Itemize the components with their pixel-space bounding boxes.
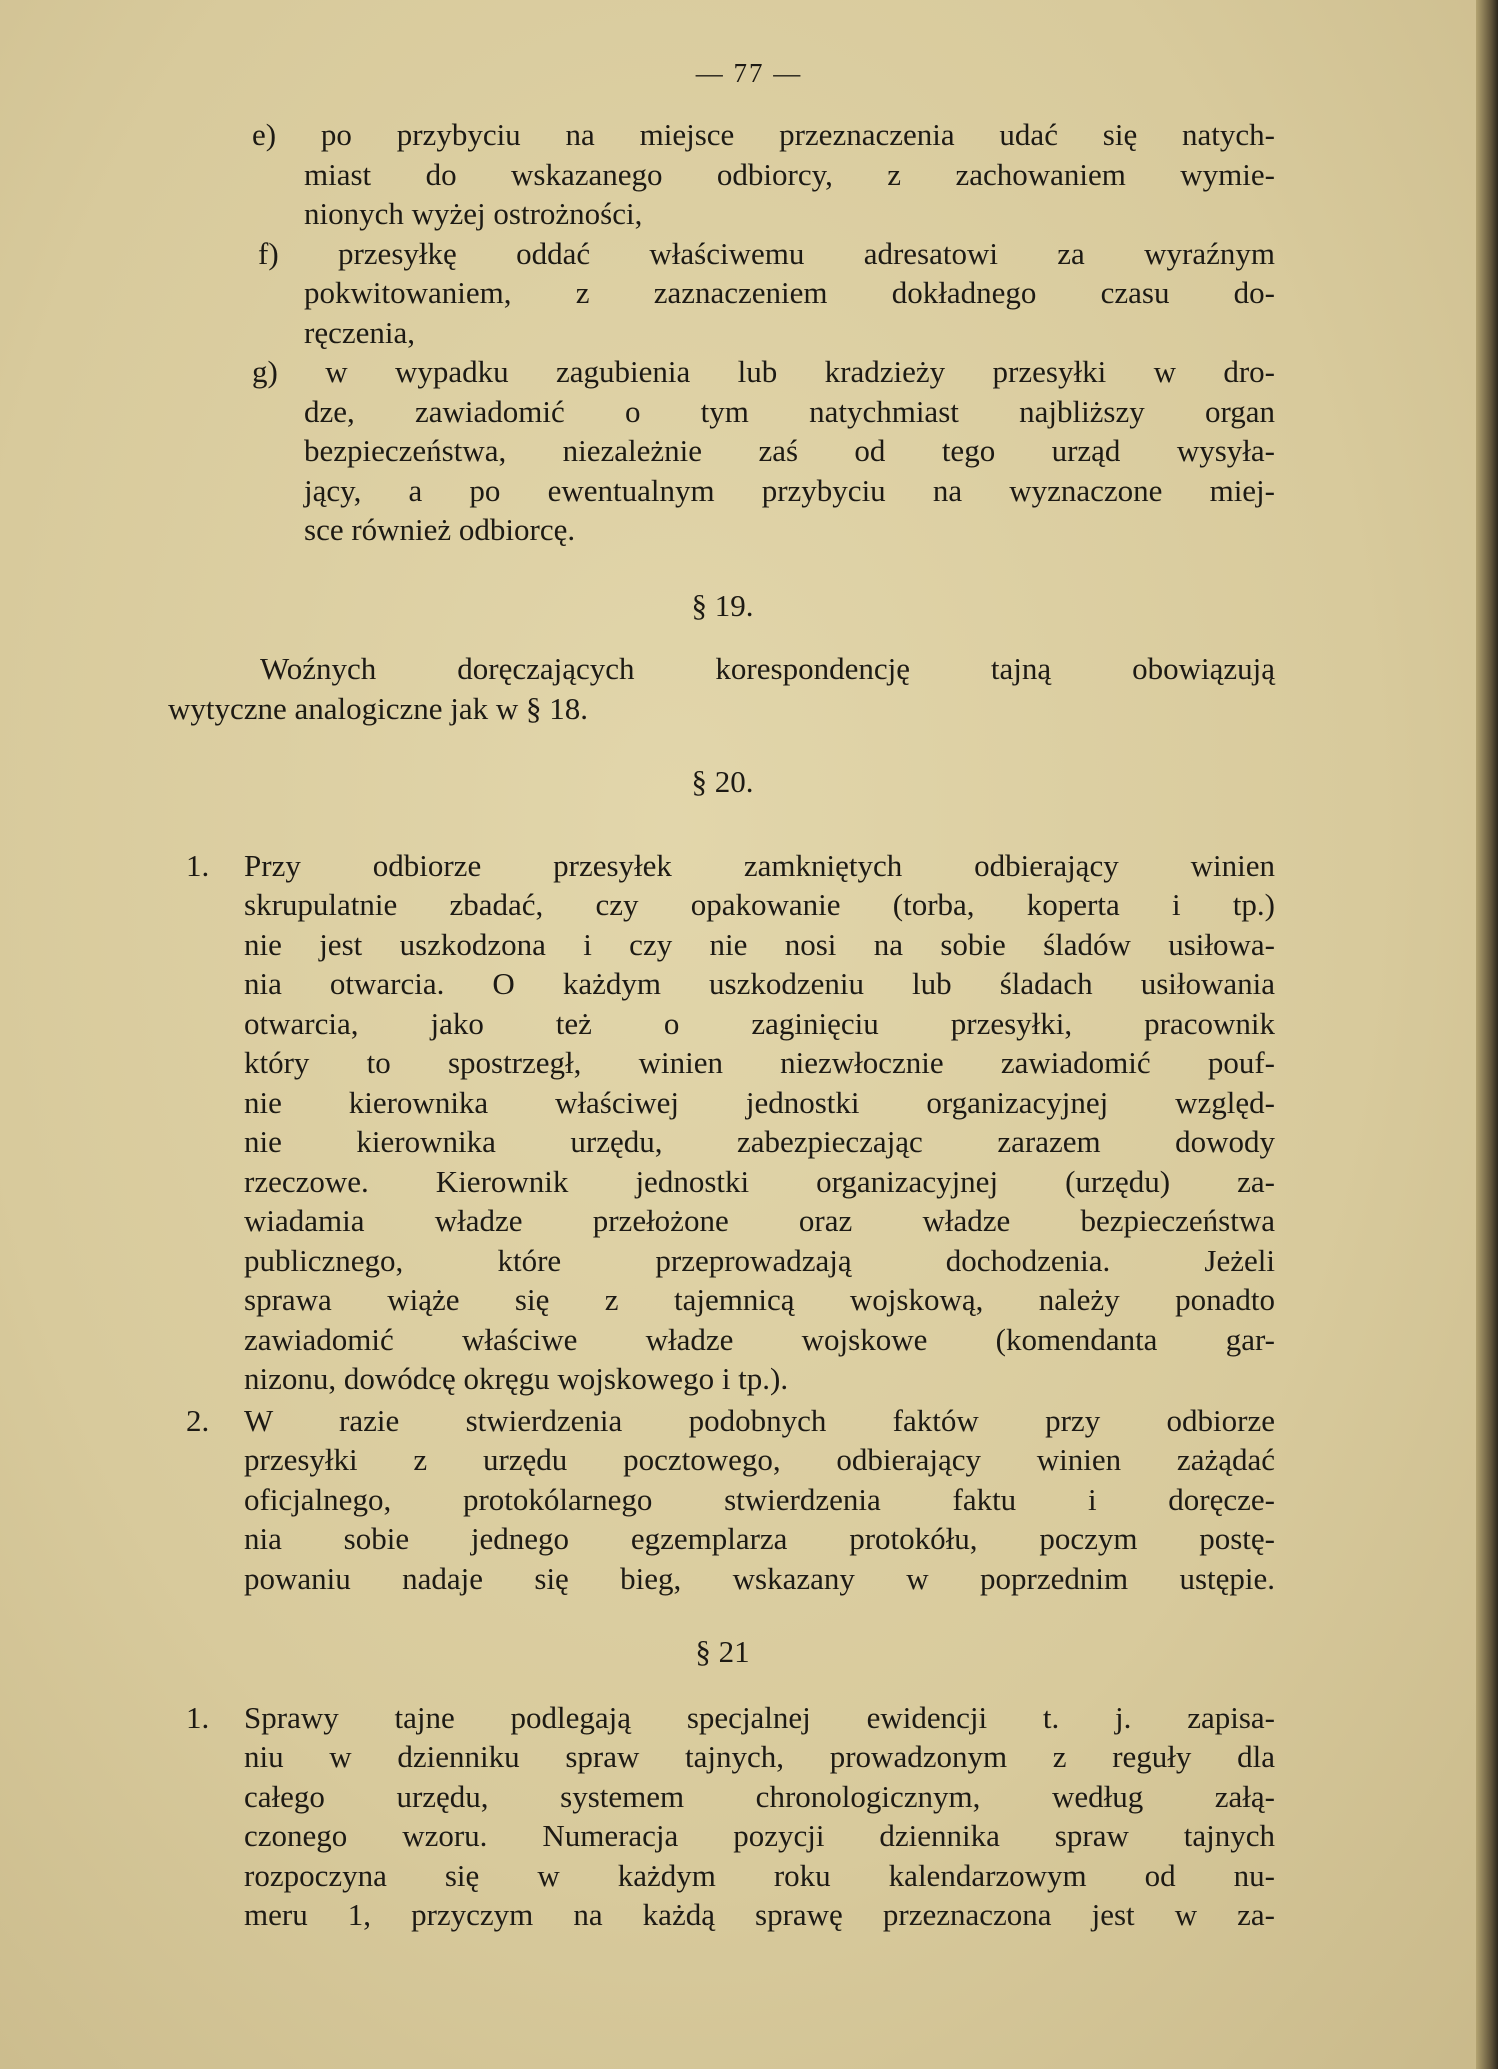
text-line: Sprawy tajne podlegają specjalnej ewidencji t. j. zapisa- xyxy=(244,1699,1275,1735)
section-heading-19: § 19. xyxy=(691,587,754,623)
text-line: jący, a po ewentualnym przybyciu na wyznaczone miej- xyxy=(304,472,1275,508)
text-line: nie kierownika właściwej jednostki organizacyjnej względ- xyxy=(244,1084,1275,1120)
page-body xyxy=(170,115,1275,1935)
text-line: oficjalnego, protokólarnego stwierdzenia faktu i doręcze- xyxy=(244,1481,1275,1517)
text-line: czonego wzoru. Numeracja pozycji dziennika spraw tajnych xyxy=(244,1818,1275,1853)
text-line: dze, zawiadomić o tym natychmiast najbliższy organ xyxy=(304,393,1275,429)
text-line: wiadamia władze przełożone oraz władze bezpieczeństwa xyxy=(244,1203,1275,1238)
text-line: nizonu, dowódcę okręgu wojskowego i tp.). xyxy=(244,1361,789,1396)
text-line: całego urzędu, systemem chronologicznym, według załą- xyxy=(244,1778,1275,1814)
page-edge-shadow xyxy=(1476,0,1498,2069)
text-line: nia otwarcia. O każdym uszkodzeniu lub śladach usiłowania xyxy=(244,966,1275,1001)
section-heading-20: § 20. xyxy=(691,764,754,799)
text-line: publicznego, które przeprowadzają dochodzenia. Jeżeli xyxy=(244,1242,1275,1278)
numbered-item-21-1 xyxy=(170,1698,1275,1935)
text-line: nionych wyżej ostrożności, xyxy=(304,196,643,231)
text-line: Woźnych doręczających korespondencję tajną obowiązują xyxy=(260,651,1275,686)
text-line: meru 1, przyczym na każdą sprawę przeznaczona jest w za- xyxy=(244,1897,1275,1932)
text-line: zawiadomić właściwe władze wojskowe (komendanta gar- xyxy=(244,1321,1275,1357)
text-line: f) przesyłkę oddać właściwemu adresatowi za wyraźnym xyxy=(258,235,1275,271)
text-line: skrupulatnie zbadać, czy opakowanie (torba, koperta i tp.) xyxy=(244,887,1275,922)
list-item-f xyxy=(170,234,1275,353)
item-number: 1. xyxy=(186,847,210,883)
text-line: niu w dzienniku spraw tajnych, prowadzonym z reguły dla xyxy=(244,1739,1275,1774)
list-item-g xyxy=(170,352,1275,550)
text-line: pokwitowaniem, z zaznaczeniem dokładnego czasu do- xyxy=(304,275,1275,310)
numbered-item-20-1 xyxy=(170,846,1275,1399)
text-line: nie kierownika urzędu, zabezpieczając zarazem dowody xyxy=(244,1124,1275,1159)
list-item-e xyxy=(170,115,1275,234)
item-number: 1. xyxy=(186,1699,210,1735)
text-line: bezpieczeństwa, niezależnie zaś od tego urząd wysyła- xyxy=(304,433,1275,468)
text-line: sprawa wiąże się z tajemnicą wojskową, należy ponadto xyxy=(244,1282,1275,1317)
text-line: który to spostrzegł, winien niezwłocznie zawiadomić pouf- xyxy=(244,1045,1275,1080)
text-line: g) w wypadku zagubienia lub kradzieży przesyłki w dro- xyxy=(252,354,1275,389)
text-line: Przy odbiorze przesyłek zamkniętych odbierający winien xyxy=(244,847,1275,883)
text-line: nia sobie jednego egzemplarza protokółu, poczym postę- xyxy=(244,1521,1275,1556)
numbered-item-20-2 xyxy=(170,1401,1275,1599)
section-heading-21: § 21 xyxy=(695,1634,750,1669)
text-line: W razie stwierdzenia podobnych faktów przy odbiorze xyxy=(244,1402,1275,1438)
text-line: rozpoczyna się w każdym roku kalendarzowym od nu- xyxy=(244,1857,1275,1893)
text-line: otwarcia, jako też o zaginięciu przesyłki, pracownik xyxy=(244,1005,1275,1041)
text-line: miast do wskazanego odbiorcy, z zachowaniem wymie- xyxy=(304,156,1275,192)
text-line: rzeczowe. Kierownik jednostki organizacyjnej (urzędu) za- xyxy=(244,1163,1275,1199)
text-line: ręczenia, xyxy=(304,314,415,350)
item-number: 2. xyxy=(186,1402,210,1438)
text-line: nie jest uszkodzona i czy nie nosi na sobie śladów usiłowa- xyxy=(244,926,1275,962)
text-line: powaniu nadaje się bieg, wskazany w poprzednim ustępie. xyxy=(244,1560,1275,1596)
paragraph-19 xyxy=(170,649,1275,728)
text-line: przesyłki z urzędu pocztowego, odbierający winien zażądać xyxy=(244,1442,1275,1477)
text-line: sce również odbiorcę. xyxy=(304,512,576,547)
page-number: — 77 — xyxy=(695,58,803,88)
text-line: wytyczne analogiczne jak w § 18. xyxy=(168,690,589,726)
text-line: e) po przybyciu na miejsce przeznaczenia udać się natych- xyxy=(252,117,1275,152)
